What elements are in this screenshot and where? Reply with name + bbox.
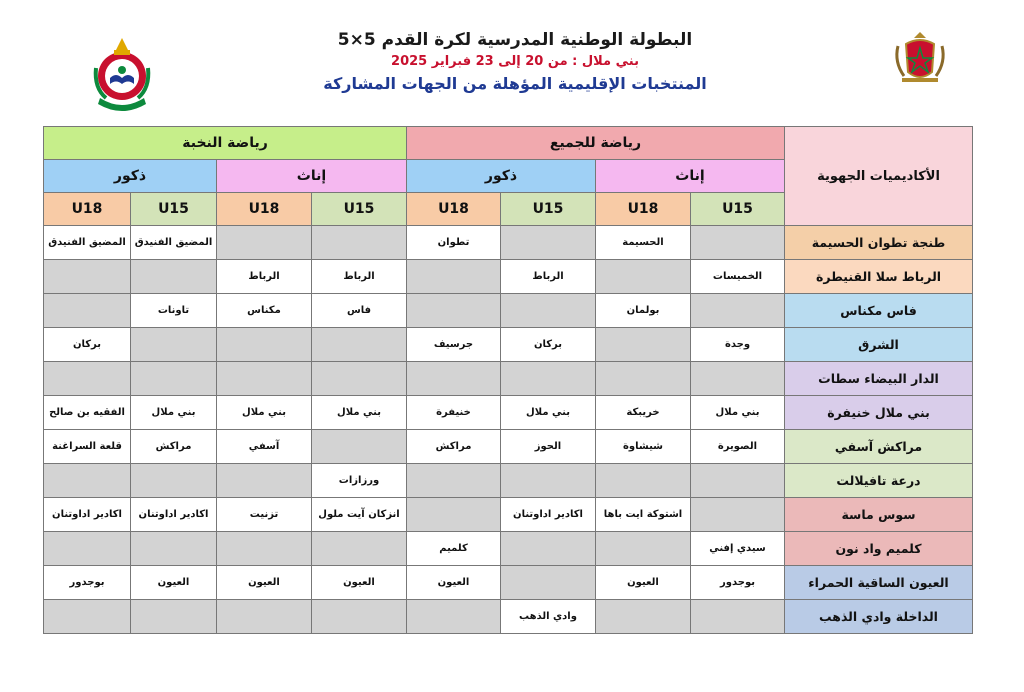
table-cell-e-g18: العيون bbox=[217, 566, 312, 600]
all-girls-header: إناث bbox=[596, 160, 785, 193]
region-label: كلميم واد نون bbox=[785, 532, 973, 566]
table-cell-a-b18: مراكش bbox=[407, 430, 501, 464]
federation-emblem-icon bbox=[86, 28, 158, 114]
table-cell-a-b18 bbox=[407, 600, 501, 634]
table-row bbox=[44, 260, 973, 294]
table-cell-e-b18 bbox=[44, 464, 131, 498]
table-row bbox=[44, 362, 973, 396]
region-label: الشرق bbox=[785, 328, 973, 362]
table-row bbox=[44, 294, 973, 328]
table-cell-a-b15 bbox=[501, 226, 596, 260]
table-cell-a-b15: اكادير اداوتنان bbox=[501, 498, 596, 532]
table-cell-e-g18 bbox=[217, 532, 312, 566]
table-cell-a-g15: سيدي إفني bbox=[691, 532, 785, 566]
table-cell-a-b15: الرباط bbox=[501, 260, 596, 294]
table-cell-e-g15: بني ملال bbox=[312, 396, 407, 430]
table-cell-a-g15: وجدة bbox=[691, 328, 785, 362]
region-label: مراكش آسفي bbox=[785, 430, 973, 464]
table-row bbox=[44, 430, 973, 464]
table-cell-a-b18: خنيفرة bbox=[407, 396, 501, 430]
table-cell-a-g18 bbox=[596, 600, 691, 634]
table-cell-a-g18: خريبكة bbox=[596, 396, 691, 430]
table-cell-e-g18 bbox=[217, 328, 312, 362]
all-girls-u18-header: U18 bbox=[596, 193, 691, 226]
table-cell-e-b15 bbox=[131, 328, 217, 362]
table-cell-e-g15 bbox=[312, 362, 407, 396]
table-header-sport-row bbox=[44, 127, 973, 160]
table-cell-e-g15: فاس bbox=[312, 294, 407, 328]
table-cell-e-g15 bbox=[312, 430, 407, 464]
table-cell-e-b15 bbox=[131, 600, 217, 634]
table-cell-e-b18 bbox=[44, 362, 131, 396]
sport-for-all-header: رياضة للجميع bbox=[407, 127, 785, 160]
table-cell-a-b18: كلميم bbox=[407, 532, 501, 566]
table-cell-e-g18 bbox=[217, 362, 312, 396]
table-cell-a-g18 bbox=[596, 362, 691, 396]
table-cell-e-b18: اكادير اداوتنان bbox=[44, 498, 131, 532]
page-heading: المنتخبات الإقليمية المؤهلة من الجهات المشاركة bbox=[323, 74, 707, 93]
table-cell-e-b15: مراكش bbox=[131, 430, 217, 464]
sport-elite-header: رياضة النخبة bbox=[44, 127, 407, 160]
table-cell-e-b15 bbox=[131, 532, 217, 566]
table-cell-a-b15 bbox=[501, 362, 596, 396]
table-cell-a-g15: الخميسات bbox=[691, 260, 785, 294]
table-cell-e-b15: بني ملال bbox=[131, 396, 217, 430]
table-cell-a-g18: شيشاوة bbox=[596, 430, 691, 464]
table-cell-e-g15: انزكان آيت ملول bbox=[312, 498, 407, 532]
table-cell-e-b15 bbox=[131, 464, 217, 498]
table-cell-e-b18: الفقيه بن صالح bbox=[44, 396, 131, 430]
table-cell-e-b18 bbox=[44, 532, 131, 566]
table-cell-e-g18: الرباط bbox=[217, 260, 312, 294]
table-cell-a-g15 bbox=[691, 226, 785, 260]
elite-boys-header: ذكور bbox=[44, 160, 217, 193]
table-cell-a-b15 bbox=[501, 532, 596, 566]
table-cell-e-g18: تزنيت bbox=[217, 498, 312, 532]
region-label: الرباط سلا القنيطرة bbox=[785, 260, 973, 294]
table-cell-a-g18: بولمان bbox=[596, 294, 691, 328]
table-cell-e-b18: المضيق الفنيدق bbox=[44, 226, 131, 260]
table-row bbox=[44, 464, 973, 498]
table-cell-e-b15 bbox=[131, 362, 217, 396]
table-cell-e-g15 bbox=[312, 328, 407, 362]
table-cell-e-g18: آسفي bbox=[217, 430, 312, 464]
table-cell-e-g15 bbox=[312, 532, 407, 566]
table-cell-e-b18 bbox=[44, 600, 131, 634]
table-cell-e-g18: مكناس bbox=[217, 294, 312, 328]
table-cell-a-b15 bbox=[501, 566, 596, 600]
table-cell-e-g18 bbox=[217, 600, 312, 634]
table-cell-a-g15 bbox=[691, 600, 785, 634]
table-cell-e-g18: بني ملال bbox=[217, 396, 312, 430]
table-cell-a-g15 bbox=[691, 362, 785, 396]
region-label: العيون الساقية الحمراء bbox=[785, 566, 973, 600]
table-cell-a-b18 bbox=[407, 362, 501, 396]
region-label: درعة تافيلالت bbox=[785, 464, 973, 498]
event-location-dates: بني ملال : من 20 إلى 23 فبراير 2025 bbox=[391, 54, 639, 69]
table-cell-a-g18 bbox=[596, 532, 691, 566]
region-label: الدار البيضاء سطات bbox=[785, 362, 973, 396]
academies-column-header: الأكاديميات الجهوية bbox=[785, 127, 973, 226]
table-cell-e-g18 bbox=[217, 226, 312, 260]
elite-girls-header: إناث bbox=[217, 160, 407, 193]
table-cell-a-b15: وادي الذهب bbox=[501, 600, 596, 634]
table-cell-a-b18 bbox=[407, 260, 501, 294]
all-boys-header: ذكور bbox=[407, 160, 596, 193]
table-cell-a-g15: بوجدور bbox=[691, 566, 785, 600]
table-cell-a-b15 bbox=[501, 294, 596, 328]
table-body bbox=[44, 226, 973, 634]
table-cell-a-g18: العيون bbox=[596, 566, 691, 600]
table-cell-e-b18: بوجدور bbox=[44, 566, 131, 600]
table-cell-a-b15: بركان bbox=[501, 328, 596, 362]
table-cell-e-b15 bbox=[131, 260, 217, 294]
elite-boys-u18-header: U18 bbox=[44, 193, 131, 226]
elite-girls-u15-header: U15 bbox=[312, 193, 407, 226]
table-cell-a-g18: اشتوكة ايت باها bbox=[596, 498, 691, 532]
region-label: الداخلة وادي الذهب bbox=[785, 600, 973, 634]
title-block bbox=[280, 28, 750, 96]
table-cell-a-g15: بني ملال bbox=[691, 396, 785, 430]
table-cell-a-b18: تطوان bbox=[407, 226, 501, 260]
region-label: سوس ماسة bbox=[785, 498, 973, 532]
table-cell-e-g18 bbox=[217, 464, 312, 498]
elite-girls-u18-header: U18 bbox=[217, 193, 312, 226]
table-cell-a-g18 bbox=[596, 464, 691, 498]
table-row bbox=[44, 600, 973, 634]
elite-boys-u15-header: U15 bbox=[131, 193, 217, 226]
table-cell-e-g15: العيون bbox=[312, 566, 407, 600]
all-girls-u15-header: U15 bbox=[691, 193, 785, 226]
region-label: طنجة تطوان الحسيمة bbox=[785, 226, 973, 260]
table-row bbox=[44, 226, 973, 260]
qualified-teams-table bbox=[43, 126, 973, 634]
table-cell-e-b15: المضيق الفنيدق bbox=[131, 226, 217, 260]
table-row bbox=[44, 328, 973, 362]
table-cell-e-b18: بركان bbox=[44, 328, 131, 362]
table-cell-e-g15 bbox=[312, 226, 407, 260]
table-cell-a-g15: الصويرة bbox=[691, 430, 785, 464]
table-cell-a-g18 bbox=[596, 328, 691, 362]
table-cell-a-g15 bbox=[691, 294, 785, 328]
table-cell-a-b18 bbox=[407, 294, 501, 328]
table-row bbox=[44, 566, 973, 600]
all-boys-u15-header: U15 bbox=[501, 193, 596, 226]
table-cell-e-b18 bbox=[44, 260, 131, 294]
table-cell-a-b15: بني ملال bbox=[501, 396, 596, 430]
table-cell-e-g15: الرباط bbox=[312, 260, 407, 294]
table-cell-a-g15 bbox=[691, 464, 785, 498]
table-cell-a-g18: الحسيمة bbox=[596, 226, 691, 260]
table-row bbox=[44, 532, 973, 566]
table-cell-e-g15 bbox=[312, 600, 407, 634]
table-row bbox=[44, 498, 973, 532]
table-cell-a-b15 bbox=[501, 464, 596, 498]
table-cell-e-b15: تاونات bbox=[131, 294, 217, 328]
all-boys-u18-header: U18 bbox=[407, 193, 501, 226]
table-cell-e-b15: اكادير اداوتنان bbox=[131, 498, 217, 532]
table-cell-a-g15 bbox=[691, 498, 785, 532]
page-title: البطولة الوطنية المدرسية لكرة القدم 5×5 bbox=[337, 30, 693, 50]
table-cell-a-b18 bbox=[407, 498, 501, 532]
region-label: فاس مكناس bbox=[785, 294, 973, 328]
table-cell-e-g15: ورزازات bbox=[312, 464, 407, 498]
region-label: بني ملال خنيفرة bbox=[785, 396, 973, 430]
ministry-coat-of-arms-icon bbox=[888, 32, 952, 110]
table-cell-e-b18 bbox=[44, 294, 131, 328]
table-cell-e-b15: العيون bbox=[131, 566, 217, 600]
table-cell-a-g18 bbox=[596, 260, 691, 294]
table-cell-a-b15: الحوز bbox=[501, 430, 596, 464]
table-cell-a-b18: جرسيف bbox=[407, 328, 501, 362]
table-row bbox=[44, 396, 973, 430]
table-cell-a-b18: العيون bbox=[407, 566, 501, 600]
table-cell-a-b18 bbox=[407, 464, 501, 498]
table-cell-e-b18: قلعة السراغنة bbox=[44, 430, 131, 464]
